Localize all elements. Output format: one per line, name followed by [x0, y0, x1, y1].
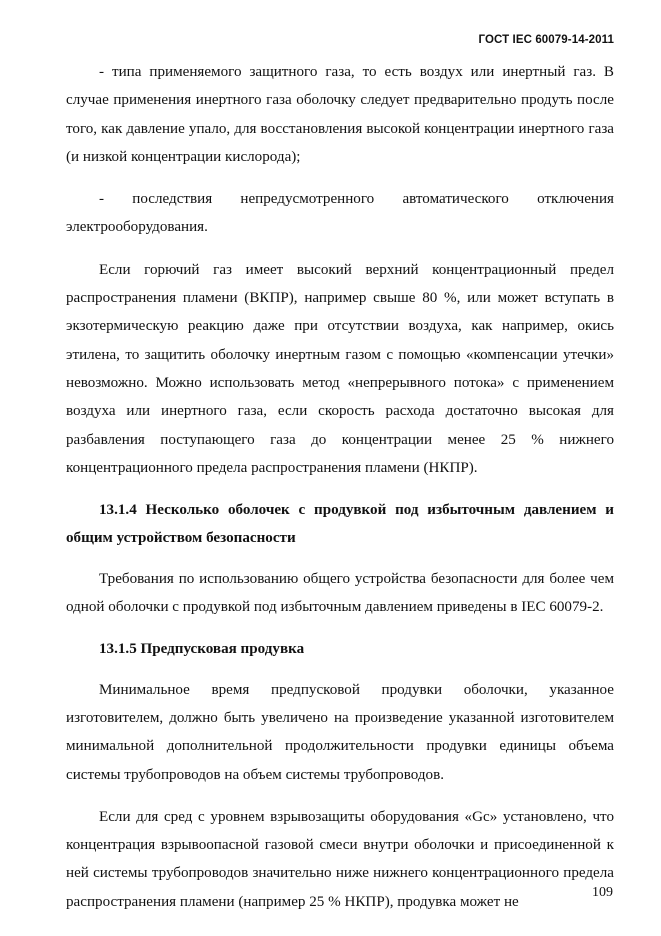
paragraph-common-safety-device: Требования по использованию общего устройства безопасности для более чем одной оболочки с продувкой под избыточным давлением приведены в IEC 60079-2.	[66, 570, 614, 616]
page-number: 109	[592, 885, 613, 900]
list-item-gas-type: - типа применяемого защитного газа, то есть воздух или инертный газ. В случае применения инертного газа оболочку следует предварительно продуть после того, как давление упало, для восстановления высокой концентрации инертного газа (и низкой концентрации кислорода);	[66, 64, 614, 165]
document-header: ГОСТ IEC 60079-14-2011	[478, 34, 614, 46]
document-body	[66, 58, 614, 930]
paragraph-purge-time: Минимальное время предпусковой продувки оболочки, указанное изготовителем, должно быть увеличено на произведение указанной изготовителем минимальной дополнительной продолжительности продувки единицы объема системы трубопроводов на объем системы трубопроводов.	[66, 681, 614, 783]
section-heading-13-1-5: 13.1.5 Предпусковая продувка	[99, 641, 305, 658]
list-item-shutdown-consequences: - последствия непредусмотренного автоматического отключения электрооборудования.	[66, 191, 614, 236]
section-heading-13-1-4: 13.1.4 Несколько оболочек с продувкой под избыточным давлением и общим устройством безопасности	[66, 502, 614, 547]
paragraph-flammable-gas: Если горючий газ имеет высокий верхний концентрационный предел распространения пламени (ВКПР), например свыше 80 %, или может вступать в экзотермическую реакцию даже при отсутствии воздуха, как например, окись этилена, то защитить оболочку инертным газом с помощью «компенсации утечки» невозможно. Можно использовать метод «непрерывного потока» с применением воздуха или инертного газа, если скорость расхода достаточно высокая для разбавления поступающего газа до концентрации менее 25 % нижнего концентрационного предела распространения пламени (НКПР).	[66, 261, 614, 476]
paragraph-gc-level: Если для сред с уровнем взрывозащиты оборудования «Gc» установлено, что концентрация взрывоопасной газовой смеси внутри оболочки и присоединенной к ней системы трубопроводов значительно ниже нижнего концентрационного предела распространения пламени (например 25 % НКПР), продувка может не	[66, 808, 614, 910]
